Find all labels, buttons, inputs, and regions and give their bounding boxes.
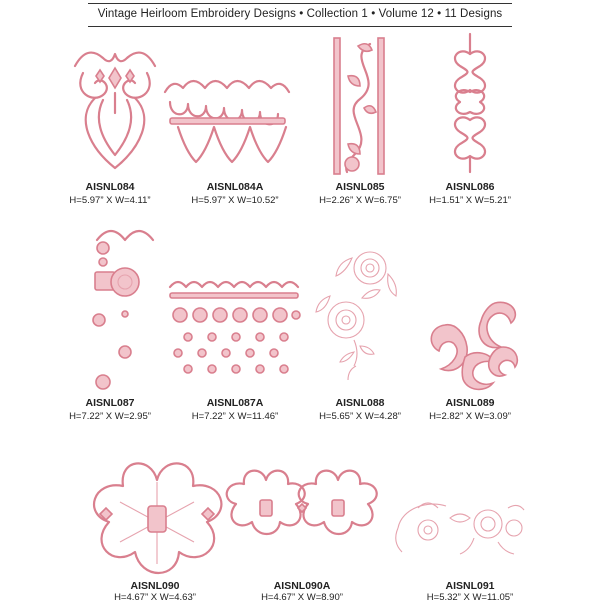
aisnl084a-code: AISNL084A — [206, 181, 264, 193]
aisnl087-embroidery-image — [85, 220, 157, 395]
page-title: Vintage Heirloom Embroidery Designs • Collection 1 • Volume 12 • 11 Designs — [97, 8, 503, 20]
aisnl084-embroidery-image — [65, 38, 165, 173]
aisnl090a-embroidery-image — [228, 468, 378, 553]
aisnl087-dims: H=7.22” X W=2.95” — [69, 411, 151, 422]
aisnl085-dims: H=2.26” X W=6.75” — [319, 195, 401, 206]
aisnl091-embroidery-image — [388, 488, 533, 573]
aisnl089-embroidery-image — [425, 295, 525, 390]
aisnl090-embroidery-image — [92, 452, 222, 577]
aisnl084-code: AISNL084 — [85, 181, 135, 193]
aisnl086-code: AISNL086 — [445, 181, 495, 193]
aisnl086-embroidery-image — [440, 30, 500, 175]
header-top-rule — [88, 3, 512, 4]
aisnl089-code: AISNL089 — [445, 397, 495, 409]
aisnl088-code: AISNL088 — [335, 397, 385, 409]
header-bottom-rule — [88, 26, 512, 27]
aisnl090a-code: AISNL090A — [273, 580, 331, 592]
aisnl087a-embroidery-image — [168, 275, 303, 380]
aisnl090-code: AISNL090 — [130, 580, 180, 592]
aisnl087-code: AISNL087 — [85, 397, 135, 409]
aisnl087a-code: AISNL087A — [206, 397, 264, 409]
aisnl086-dims: H=1.51” X W=5.21” — [429, 195, 511, 206]
aisnl091-dims: H=5.32” X W=11.05” — [426, 592, 514, 603]
aisnl088-embroidery-image — [310, 238, 410, 388]
aisnl090-dims: H=4.67” X W=4.63” — [114, 592, 196, 603]
aisnl089-dims: H=2.82” X W=3.09” — [429, 411, 511, 422]
aisnl087a-dims: H=7.22” X W=11.46” — [191, 411, 279, 422]
aisnl084-dims: H=5.97” X W=4.11” — [69, 195, 151, 206]
aisnl088-dims: H=5.65” X W=4.28” — [319, 411, 401, 422]
aisnl084a-dims: H=5.97” X W=10.52” — [191, 195, 279, 206]
aisnl090a-dims: H=4.67” X W=8.90” — [261, 592, 343, 603]
aisnl085-embroidery-image — [330, 36, 390, 176]
aisnl084a-embroidery-image — [160, 72, 295, 167]
aisnl091-code: AISNL091 — [445, 580, 495, 592]
aisnl085-code: AISNL085 — [335, 181, 385, 193]
